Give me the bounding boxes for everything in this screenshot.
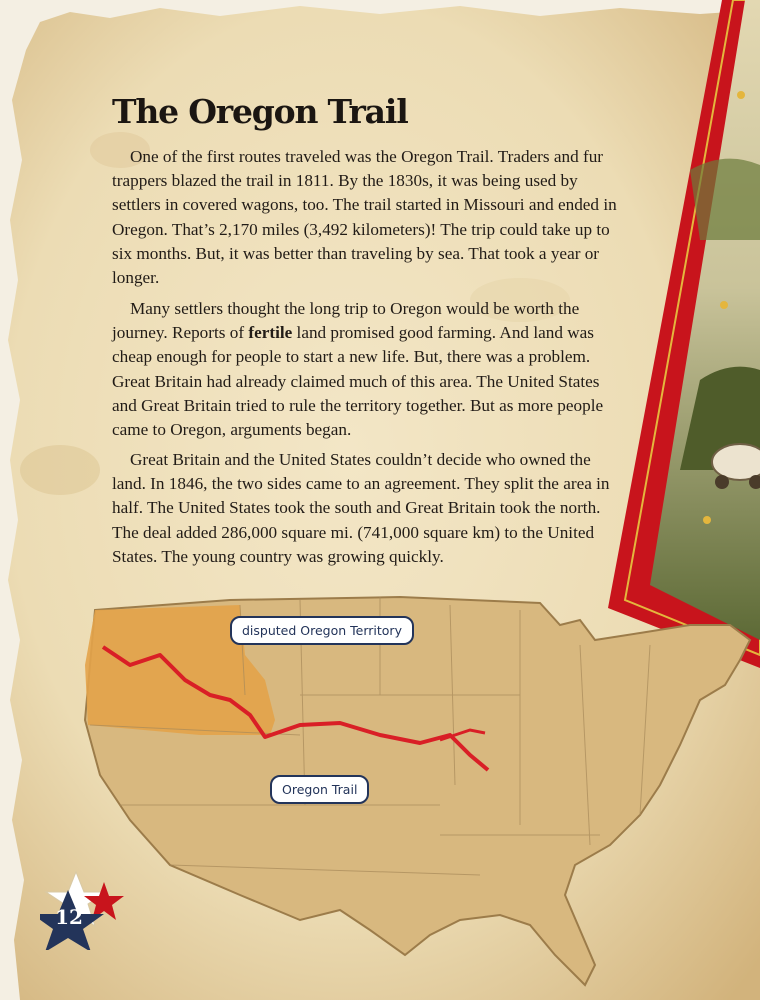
glossary-term-fertile: fertile — [248, 323, 293, 343]
paragraph-3: Great Britain and the United States couldn’t decide who owned the land. In 1846, the two sides came to an agreement. They split the area in half. The United States took the south and Great Britain took the north. The deal added 286,000 square mi. (741,000 square km) to the United States. The young country was growing quickly. — [112, 450, 610, 566]
paragraph-1: One of the first routes traveled was the Oregon Trail. Traders and fur trappers blazed the trail in 1811. By the 1830s, it was being used by settlers in covered wagons, too. The trail started in Missouri and ended in Oregon. That’s 2,170 miles (3,492 kilometers)! The trip could take up to six months. But, it was better than traveling by sea. That took a year or longer. — [112, 147, 617, 288]
page-title: The Oregon Trail — [112, 92, 408, 131]
page-number: 12 — [55, 905, 83, 929]
paragraph-2-after: land promised good farming. And land was cheap enough for people to start a new life. But, there was a problem. Great Britain had already claimed much of this area. The United States and Great Britain tried to rule the territory together. But as more people came to Oregon, arguments began. — [112, 323, 604, 440]
callout-disputed-territory: disputed Oregon Territory — [230, 616, 414, 645]
callout-oregon-trail: Oregon Trail — [270, 775, 369, 804]
paragraph-2-before: Many settlers thought the long trip to Oregon would be worth the journey. Reports of — [112, 299, 580, 343]
paragraph-2 — [112, 297, 627, 442]
